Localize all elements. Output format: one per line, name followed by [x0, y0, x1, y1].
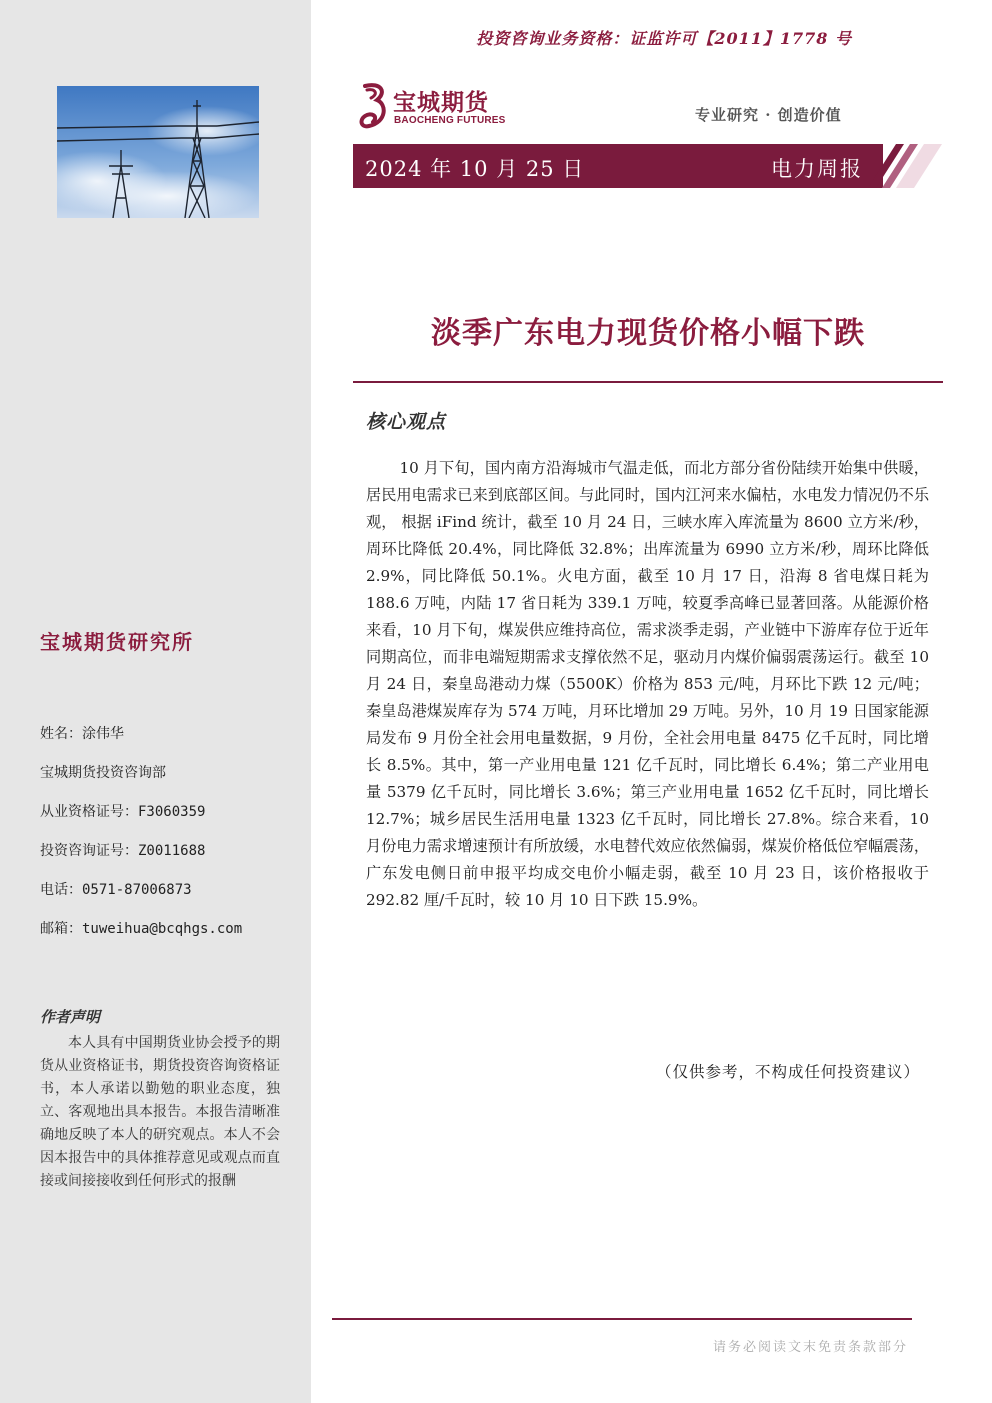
power-tower-photo — [57, 86, 259, 218]
phone-row — [40, 880, 300, 919]
name-label: 姓名： — [40, 726, 82, 742]
report-title: 淡季广东电力现货价格小幅下跌 — [431, 316, 865, 351]
footer-divider — [332, 1318, 912, 1320]
consulting-number-row — [40, 841, 300, 880]
email-row — [40, 919, 300, 958]
institute-name: 宝城期货研究所 — [40, 630, 194, 654]
department-row — [40, 763, 300, 802]
date-banner — [353, 144, 883, 188]
title-divider — [353, 381, 943, 383]
footer-note: 请务必阅读文末免责条款部分 — [712, 1340, 908, 1355]
logo-english-name: BAOCHENG FUTURES — [394, 115, 506, 126]
logo-emblem-icon — [357, 82, 391, 130]
qualification-number-label: 从业资格证号： — [40, 804, 138, 820]
phone-value: 0571-87006873 — [82, 882, 192, 898]
consulting-number-value: Z0011688 — [138, 843, 206, 859]
qualification-license: 投资咨询业务资格：证监许可【2011】1778 号 — [476, 29, 852, 48]
logo-chinese-name: 宝城期货 — [393, 90, 489, 116]
author-statement: 本人具有中国期货业协会授予的期货从业资格证书，期货投资咨询资格证书，本人承诺以勤勉的职业态度，独立、客观地出具本报告。本报告清晰准确地反映了本人的研究观点。本人不会因本报告中的具体推荐意见或观点而直接或间接接收到任何形式的报酬 — [40, 1035, 280, 1189]
author-name-row — [40, 724, 300, 763]
report-date: 2024 年 10 月 25 日 — [365, 157, 585, 181]
qualification-number-row — [40, 802, 300, 841]
report-type: 电力周报 — [771, 157, 863, 181]
author-contact — [40, 724, 300, 958]
slogan: 专业研究 · 创造价值 — [695, 106, 842, 124]
phone-label: 电话： — [40, 882, 82, 898]
sidebar — [0, 0, 311, 1403]
author-statement-title: 作者声明 — [40, 1008, 101, 1026]
email-label: 邮箱： — [40, 921, 82, 937]
name-value: 涂伟华 — [82, 726, 124, 742]
qualification-number-value: F3060359 — [138, 804, 206, 820]
investment-disclaimer: （仅供参考，不构成任何投资建议） — [655, 1063, 920, 1081]
department-value: 宝城期货投资咨询部 — [40, 765, 166, 781]
company-logo — [357, 82, 527, 132]
email-value[interactable]: tuweihua@bcqhgs.com — [82, 921, 243, 937]
section-title: 核心观点 — [366, 411, 447, 433]
consulting-number-label: 投资咨询证号： — [40, 843, 138, 859]
core-view-paragraph: 10 月下旬，国内南方沿海城市气温走低，而北方部分省份陆续开始集中供暖，居民用电需求已来到底部区间。与此同时，国内江河来水偏枯，水电发力情况仍不乐观， 根据 iFind 统计，截至 10 月 24 日，三峡水库入库流量为 8600 立方米/秒，周环比降低 20.4%，同比降低 32.8%；出库流量为 6990 立方米/秒，周环比降低 2.9%，同比降低 50.1%。火电方面，截至 10 月 17 日，沿海 8 省电煤日耗为 188.6 万吨，内陆 17 省日耗为 339.1 万吨，较夏季高峰已显著回落。从能源价格来看，10 月下旬，煤炭供应维持高位，需求淡季走弱，产业链中下游库存位于近年同期高位，而非电端短期需求支撑依然不足，驱动月内煤价偏弱震荡运行。截至 10 月 24 日，秦皇岛港动力煤（5500K）价格为 853 元/吨，月环比下跌 12 元/吨；秦皇岛港煤炭库存为 574 万吨，月环比增加 29 万吨。另外，10 月 19 日国家能源局发布 9 月份全社会用电量数据，9 月份，全社会用电量 8475 亿千瓦时，同比增长 8.5%。其中，第一产业用电量 121 亿千瓦时，同比增长 6.4%；第二产业用电量 5379 亿千瓦时，同比增长 3.6%；第三产业用电量 1652 亿千瓦时，同比增长 12.7%；城乡居民生活用电量 1323 亿千瓦时，同比增长 27.8%。综合来看，10 月份电力需求增速预计有所放缓，水电替代效应依然偏弱，煤炭价格低位窄幅震荡，广东发电侧日前申报平均成交电价小幅走弱，截至 10 月 23 日，该价格报收于 292.82 厘/千瓦时，较 10 月 10 日下跌 15.9%。 — [366, 459, 929, 909]
banner-stripes-icon — [868, 144, 942, 188]
